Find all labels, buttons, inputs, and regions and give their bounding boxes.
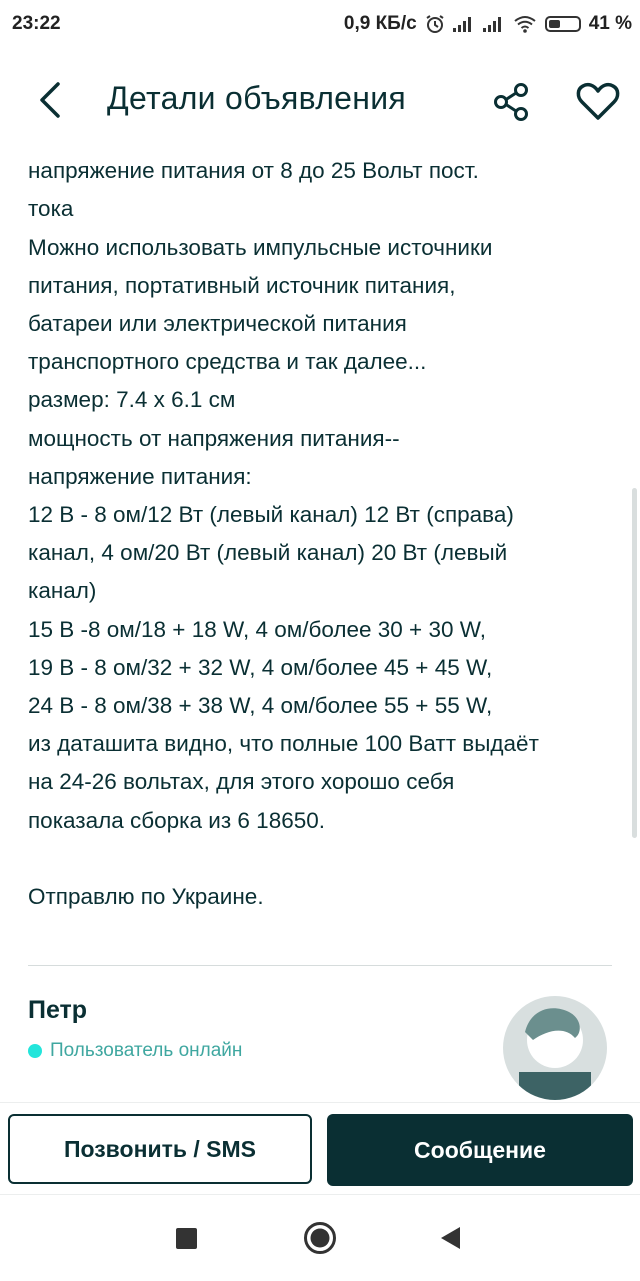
status-right-group (344, 13, 632, 35)
app-header (0, 50, 640, 145)
network-speed: 0,9 КБ/с (343, 13, 417, 34)
listing-description: напряжение питания от 8 до 25 Вольт пост. тока Можно использовать импульсные источники питания, портативный источник питания, батареи или электрической питания транспортного средства и так далее... размер: 7.4 х 6.1 см мощность от напряжения питания-- напряжение питания: 12 В - 8 ом/12 Вт (левый канал) 12 Вт (справа) канал, 4 ом/20 Вт (левый канал) 20 Вт (левый канал) 15 В -8 ом/18 + 18 W, 4 ом/более 30 + 30 W, 19 В - 8 ом/32 + 32 W, 4 ом/более 45 + 45 W, 24 В - 8 ом/38 + 38 W, 4 ом/более 55 + 55 W, из даташита видно, что полные 100 Ватт выдаёт на 24-26 вольтах, для этого хорошо себя показала сборка из 6 18650. Отправлю по Украине. (28, 158, 539, 910)
battery-percent: 41 % (588, 13, 632, 34)
signal-icon-2 (483, 16, 505, 32)
online-status-label: Пользователь онлайн (50, 1040, 243, 1061)
seller-online-status (28, 1040, 242, 1062)
message-button[interactable]: Сообщение (327, 1114, 633, 1186)
seller-name[interactable]: Петр (28, 996, 88, 1024)
online-dot-icon (28, 1044, 42, 1058)
back-arrow-icon[interactable] (30, 78, 74, 122)
listing-details-content[interactable] (0, 128, 640, 1103)
system-navigation-bar (0, 1194, 640, 1281)
home-icon[interactable] (303, 1221, 337, 1255)
back-triangle-icon[interactable] (438, 1225, 462, 1251)
status-time: 23:22 (12, 13, 61, 34)
divider (28, 965, 612, 966)
alarm-icon (425, 14, 445, 34)
signal-icon (453, 16, 475, 32)
action-bar (0, 1102, 640, 1195)
avatar[interactable] (503, 996, 607, 1100)
share-icon[interactable] (490, 80, 534, 124)
battery-icon (545, 16, 581, 32)
wifi-icon (513, 15, 537, 33)
status-bar (0, 0, 640, 50)
call-sms-button[interactable]: Позвонить / SMS (8, 1114, 312, 1184)
page-title: Детали объявления (107, 80, 407, 116)
user-avatar-icon (503, 996, 607, 1100)
scrollbar[interactable] (632, 488, 637, 838)
heart-icon[interactable] (574, 78, 622, 126)
recent-apps-icon[interactable] (176, 1228, 197, 1249)
